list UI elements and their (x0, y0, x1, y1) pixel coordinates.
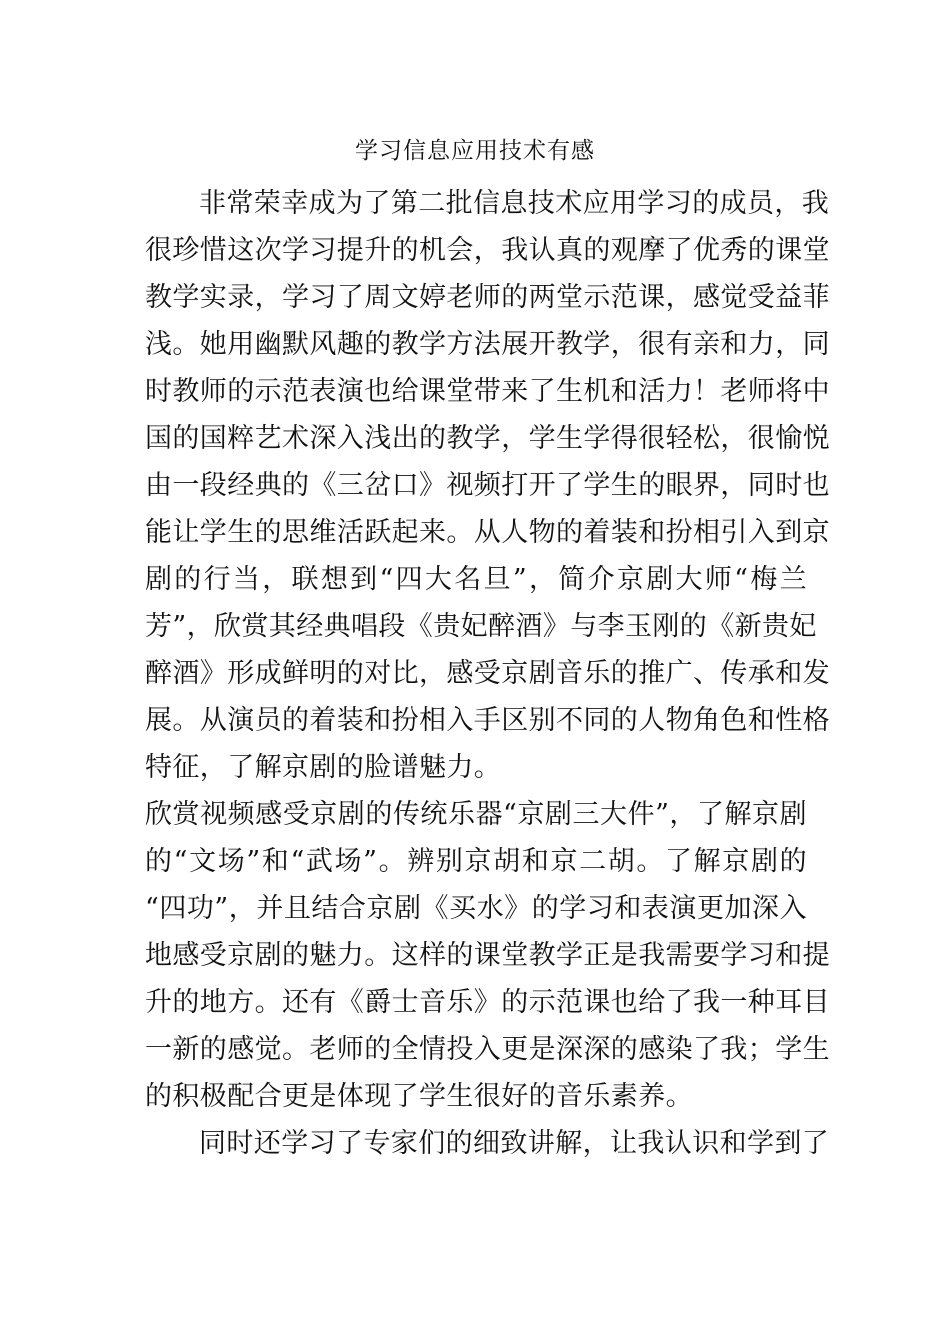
text-line: 剧的行当，联想到“四大名旦”，简介京剧大师“梅兰 (145, 564, 807, 595)
text-line: 升的地方。还有《爵士音乐》的示范课也给了我一种耳目 (145, 987, 830, 1018)
text-line: 欣赏视频感受京剧的传统乐器“京剧三大件”，了解京剧 (145, 799, 807, 830)
text-line: 能让学生的思维活跃起来。从人物的着装和扮相引入到京 (145, 517, 830, 548)
text-line: 国的国粹艺术深入浅出的教学，学生学得很轻松，很愉悦 (145, 423, 830, 454)
text-line: 芳”，欣赏其经典唱段《贵妃醉酒》与李玉刚的《新贵妃 (145, 611, 817, 642)
text-line: 的“文场”和“武场”。辨别京胡和京二胡。了解京剧的 (145, 846, 807, 877)
text-line: 非常荣幸成为了第二批信息技术应用学习的成员，我 (199, 188, 830, 219)
text-line: 一新的感觉。老师的全情投入更是深深的感染了我；学生 (145, 1034, 830, 1065)
text-line: “四功”，并且结合京剧《买水》的学习和表演更加深入 (145, 893, 807, 924)
text-line: 同时还学习了专家们的细致讲解，让我认识和学到了 (199, 1128, 830, 1159)
text-line: 展。从演员的着装和扮相入手区别不同的人物角色和性格 (145, 705, 830, 736)
text-line: 地感受京剧的魅力。这样的课堂教学正是我需要学习和提 (145, 940, 830, 971)
text-line: 很珍惜这次学习提升的机会，我认真的观摩了优秀的课堂 (145, 235, 830, 266)
text-line: 教学实录，学习了周文婷老师的两堂示范课，感觉受益菲 (145, 282, 830, 313)
text-line: 特征，了解京剧的脸谱魅力。 (145, 752, 502, 783)
document-title: 学习信息应用技术有感 (355, 138, 595, 164)
text-line: 的积极配合更是体现了学生很好的音乐素养。 (145, 1081, 693, 1112)
text-line: 时教师的示范表演也给课堂带来了生机和活力！老师将中 (145, 376, 830, 407)
text-line: 由一段经典的《三岔口》视频打开了学生的眼界，同时也 (145, 470, 830, 501)
document-body (145, 180, 830, 1167)
text-line: 醉酒》形成鲜明的对比，感受京剧音乐的推广、传承和发 (145, 658, 830, 689)
text-line: 浅。她用幽默风趣的教学方法展开教学，很有亲和力，同 (145, 329, 830, 360)
